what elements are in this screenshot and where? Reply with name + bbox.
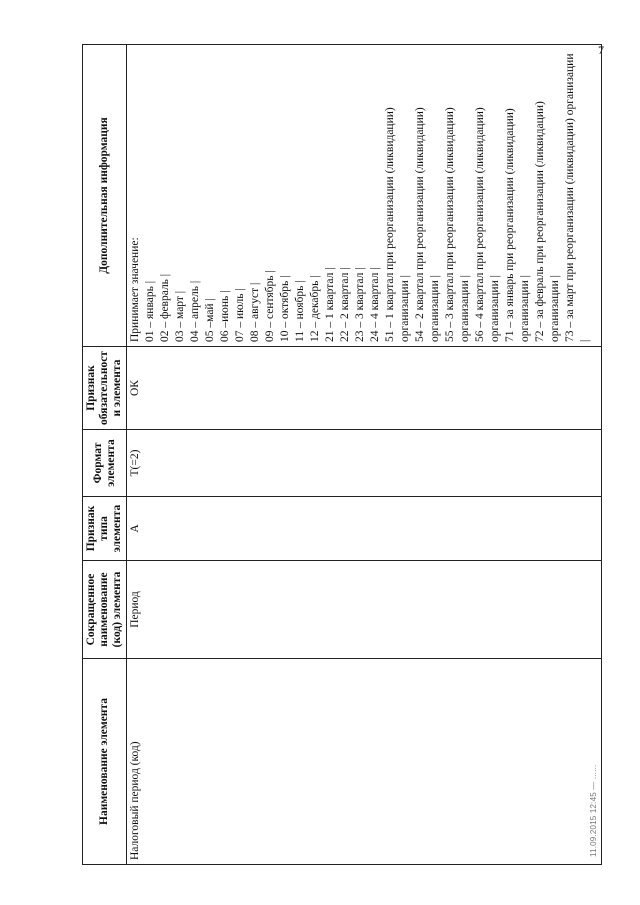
- table-row: [127, 45, 602, 865]
- rotated-document-page: [82, 45, 602, 865]
- list-item: 06 –июнь |: [219, 290, 231, 342]
- cell-required-flag: ОК: [127, 347, 602, 430]
- list-item: 21 – 1 квартал |: [324, 267, 336, 342]
- list-item: 07 – июль |: [234, 288, 246, 342]
- list-item: 08 – август |: [249, 282, 261, 342]
- info-intro: Принимает значение:: [129, 237, 141, 342]
- elements-table: [82, 44, 602, 865]
- list-item: 04 – апрель |: [189, 280, 201, 342]
- list-item: 51 – 1 квартал при реорганизации (ликвидации) организации |: [384, 107, 411, 342]
- list-item: 10 – октябрь |: [279, 275, 291, 342]
- header-element-type: Признак типа элемента: [83, 497, 127, 561]
- list-item: 23 – 3 квартал |: [354, 267, 366, 342]
- list-item: 72 – за февраль при реорганизации (ликвидации) организации |: [534, 101, 561, 342]
- list-item: 73 – за март при реорганизации (ликвидации) организации |: [564, 53, 591, 342]
- cell-additional-info: [127, 45, 602, 347]
- header-required-flag: Признак обязательности элемента: [83, 347, 127, 430]
- list-item: 12 – декабрь |: [309, 275, 321, 342]
- cell-element-format: T(=2): [127, 430, 602, 497]
- list-item: 09 – сентябрь |: [264, 270, 276, 342]
- table-header-row: [83, 45, 127, 865]
- header-element-name: Наименование элемента: [83, 659, 127, 865]
- list-item: 54 – 2 квартал при реорганизации (ликвидации) организации |: [414, 107, 441, 342]
- list-item: 71 – за январь при реорганизации (ликвидации) организации |: [504, 108, 531, 342]
- list-item: 05 –май |: [204, 298, 216, 342]
- list-item: 24 – 4 квартал |: [369, 267, 381, 342]
- list-item: 11 – ноябрь |: [294, 280, 306, 342]
- list-item: 55 – 3 квартал при реорганизации (ликвидации) организации |: [444, 107, 471, 342]
- list-item: 01 – январь |: [144, 281, 156, 342]
- info-value-list: [143, 49, 593, 342]
- list-item: 22 – 2 квартал |: [339, 267, 351, 342]
- cell-element-type: А: [127, 497, 602, 561]
- list-item: 56 – 4 квартал при реорганизации (ликвидации) организации |: [474, 107, 501, 342]
- header-short-name: Сокращенное наименование (код) элемента: [83, 561, 127, 659]
- page-number: 7: [598, 43, 604, 57]
- cell-short-name: Период: [127, 561, 602, 659]
- list-item: 03 – март |: [174, 290, 186, 342]
- list-item: 02 – февраль |: [159, 273, 171, 342]
- cell-element-name: Налоговый период (код): [127, 659, 602, 865]
- header-element-format: Формат элемента: [83, 430, 127, 497]
- header-additional-info: Дополнительная информация: [83, 45, 127, 347]
- scan-stamp: 11.09.2015 12:45 — ......: [589, 764, 598, 857]
